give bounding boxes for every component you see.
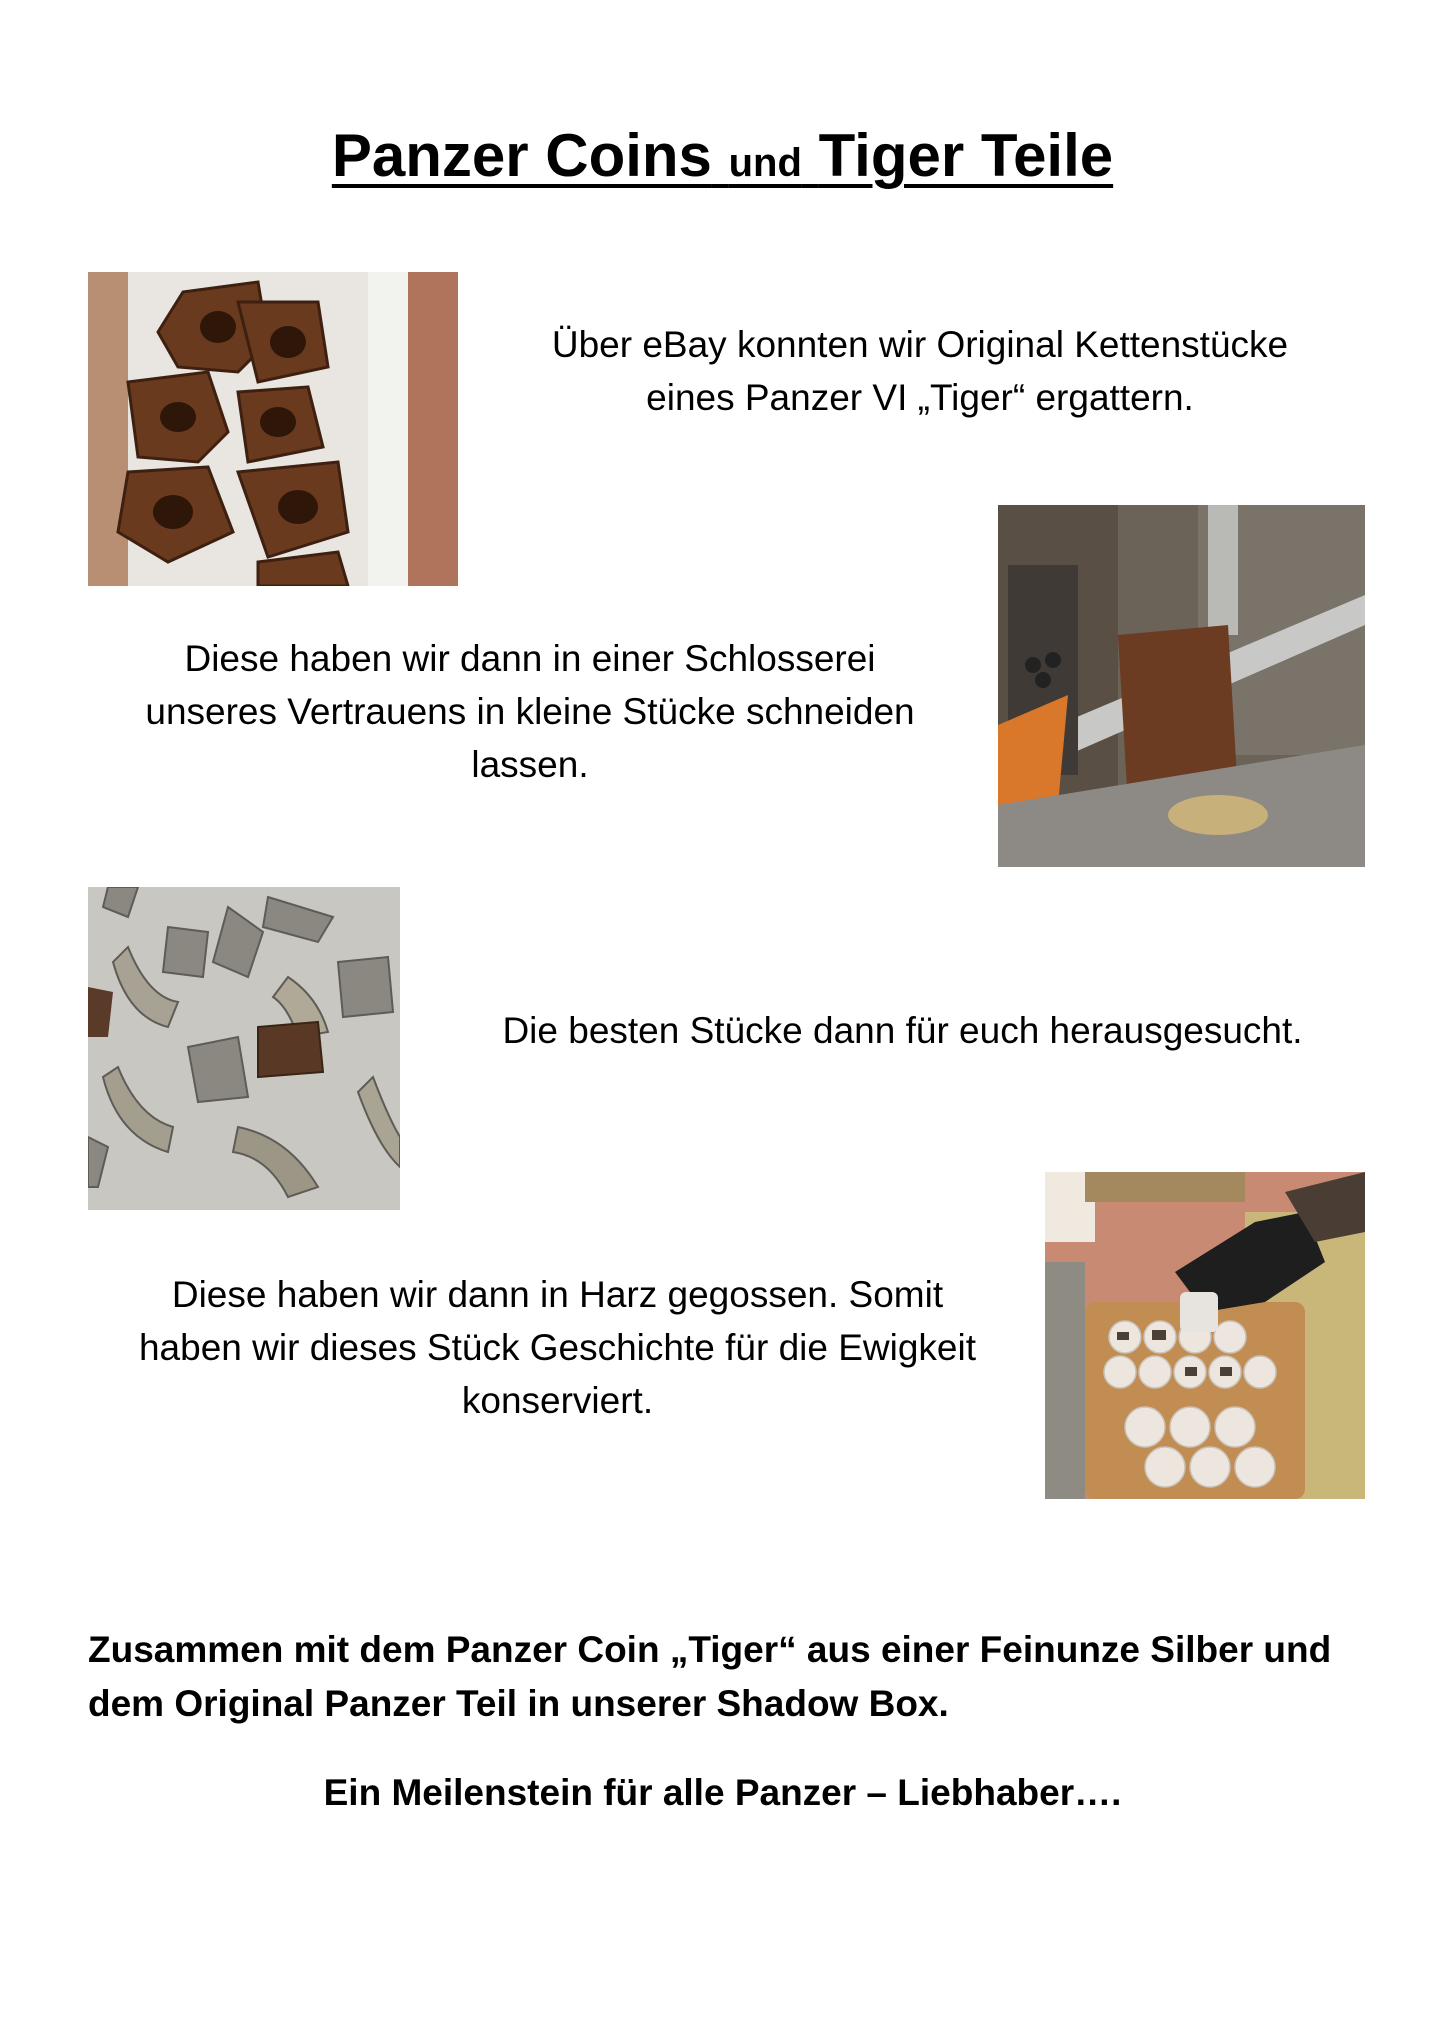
text-line: dem Original Panzer Teil in unserer Shadow Box.: [88, 1683, 949, 1724]
selection-text: [440, 1004, 1365, 1057]
text-line: Über eBay konnten wir Original Kettenstücke: [551, 324, 1289, 365]
text-line: Diese haben wir dann in Harz gegossen. Somit: [171, 1274, 944, 1315]
text-line: eines Panzer VI „Tiger“ ergattern.: [646, 377, 1194, 418]
resin-text: [90, 1268, 1025, 1427]
cut-pieces-photo: [88, 887, 400, 1210]
page-title: [0, 118, 1445, 201]
text-line: unseres Vertrauens in kleine Stücke schneiden: [145, 691, 915, 732]
intro-text: [480, 318, 1360, 424]
band-saw-photo: [998, 505, 1365, 867]
text-line: haben wir dieses Stück Geschichte für die Ewigkeit: [138, 1327, 977, 1368]
text-line: Zusammen mit dem Panzer Coin „Tiger“ aus einer Feinunze Silber und: [88, 1629, 1332, 1670]
closing-paragraph: [88, 1623, 1388, 1731]
title-connector: und: [728, 141, 802, 185]
text-line: Die besten Stücke dann für euch herausgesucht.: [502, 1010, 1303, 1051]
text-line: Diese haben wir dann in einer Schlosserei: [184, 638, 876, 679]
title-part-1: Panzer Coins: [331, 122, 712, 189]
resin-casting-photo: [1045, 1172, 1365, 1499]
tagline: [0, 1766, 1445, 1820]
text-line: lassen.: [471, 744, 589, 785]
title-part-2: Tiger Teile: [818, 122, 1114, 189]
tagline-text: Ein Meilenstein für alle Panzer – Liebhaber….: [323, 1772, 1122, 1813]
text-line: konserviert.: [461, 1380, 654, 1421]
cutting-text: [90, 632, 970, 791]
track-links-photo: [88, 272, 458, 586]
